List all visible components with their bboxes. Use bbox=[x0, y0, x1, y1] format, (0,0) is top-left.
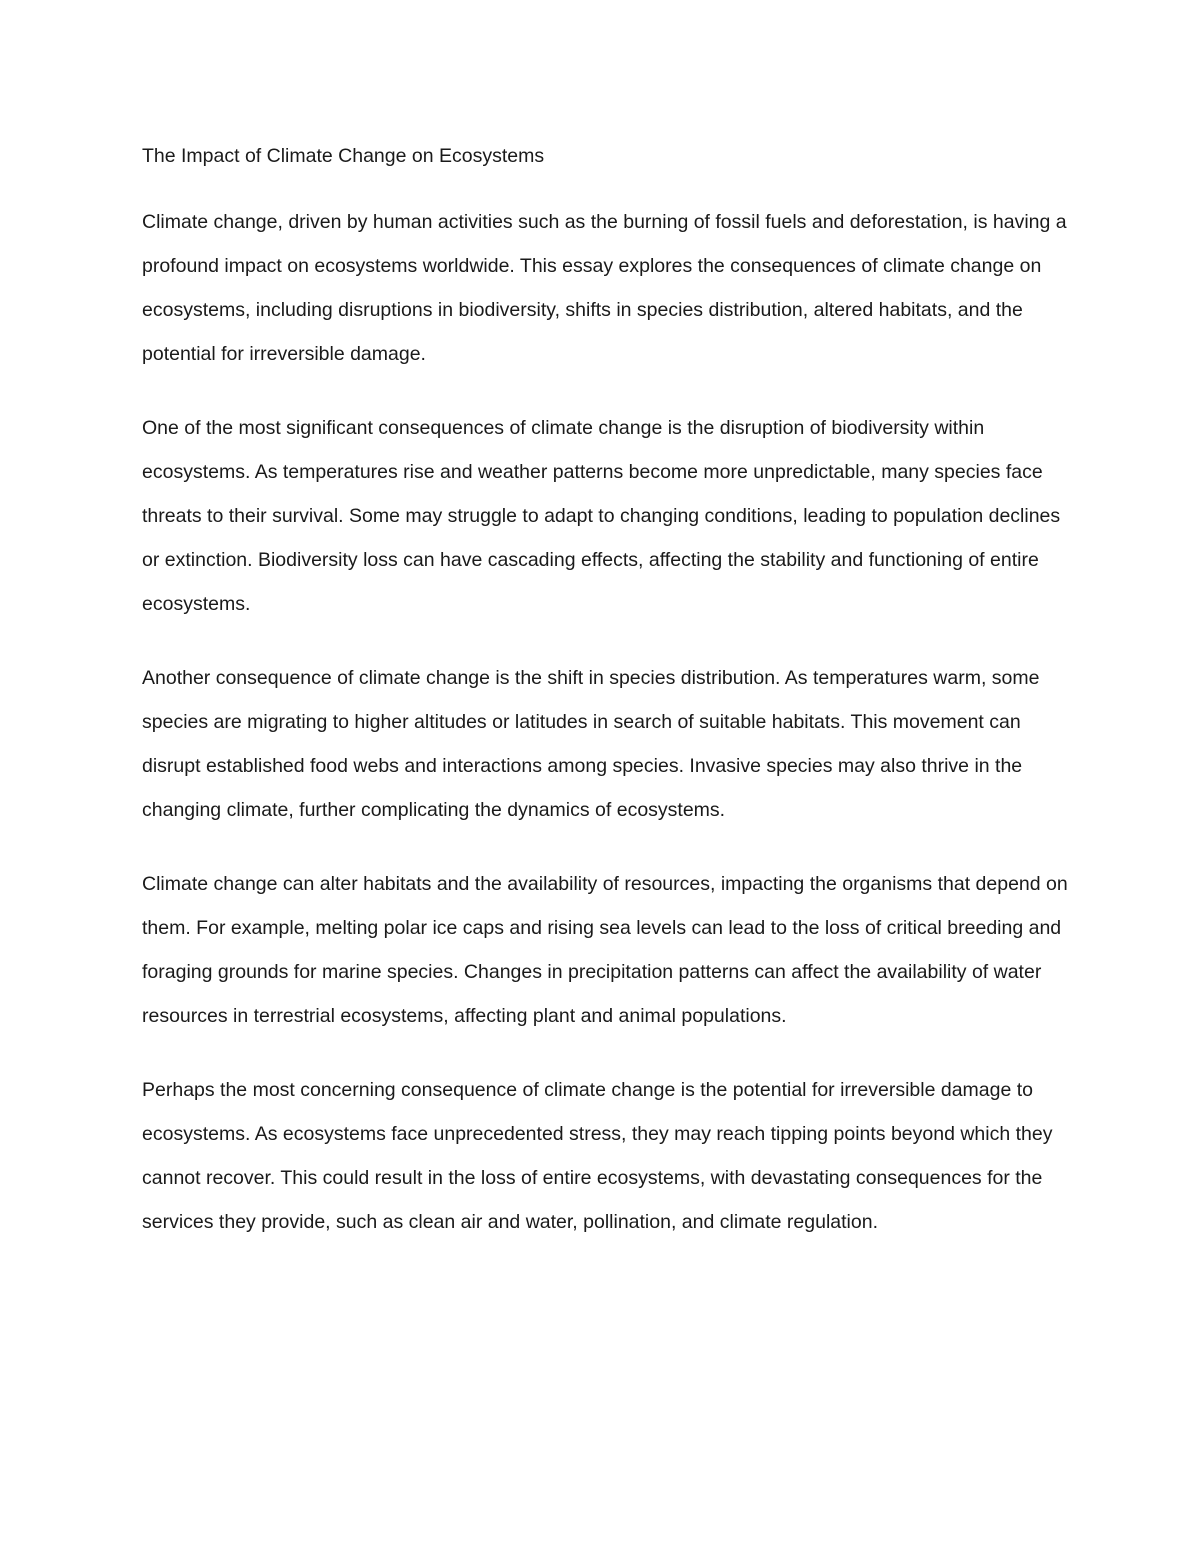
paragraph-habitats: Climate change can alter habitats and the availability of resources, impacting the organisms that depend on them. For example, melting polar ice caps and rising sea levels can lead to the loss of critical breeding and foraging grounds for marine species. Changes in precipitation patterns can affect the availability of water resources in terrestrial ecosystems, affecting plant and animal populations. bbox=[142, 873, 1068, 1027]
paragraph-irreversible-damage: Perhaps the most concerning consequence of climate change is the potential for irreversible damage to ecosystems. As ecosystems face unprecedented stress, they may reach tipping points beyond which they cannot recover. This could result in the loss of entire ecosystems, with devastating consequences for the services they provide, such as clean air and water, pollination, and climate regulation. bbox=[142, 1079, 1053, 1233]
paragraph-biodiversity: One of the most significant consequences of climate change is the disruption of biodiversity within ecosystems. As temperatures rise and weather patterns become more unpredictable, many species face threats to their survival. Some may struggle to adapt to changing conditions, leading to population declines or extinction. Biodiversity loss can have cascading effects, affecting the stability and functioning of entire ecosystems. bbox=[142, 417, 1061, 615]
paragraph-species-distribution: Another consequence of climate change is the shift in species distribution. As temperatures warm, some species are migrating to higher altitudes or latitudes in search of suitable habitats. This movement can disrupt established food webs and interactions among species. Invasive species may also thrive in the changing climate, further complicating the dynamics of ecosystems. bbox=[142, 667, 1040, 821]
document-body bbox=[142, 134, 1082, 1274]
paragraph-intro: Climate change, driven by human activities such as the burning of fossil fuels and deforestation, is having a profound impact on ecosystems worldwide. This essay explores the consequences of climate change on ecosystems, including disruptions in biodiversity, shifts in species distribution, altered habitats, and the potential for irreversible damage. bbox=[142, 211, 1067, 365]
document-title: The Impact of Climate Change on Ecosystems bbox=[142, 145, 545, 167]
